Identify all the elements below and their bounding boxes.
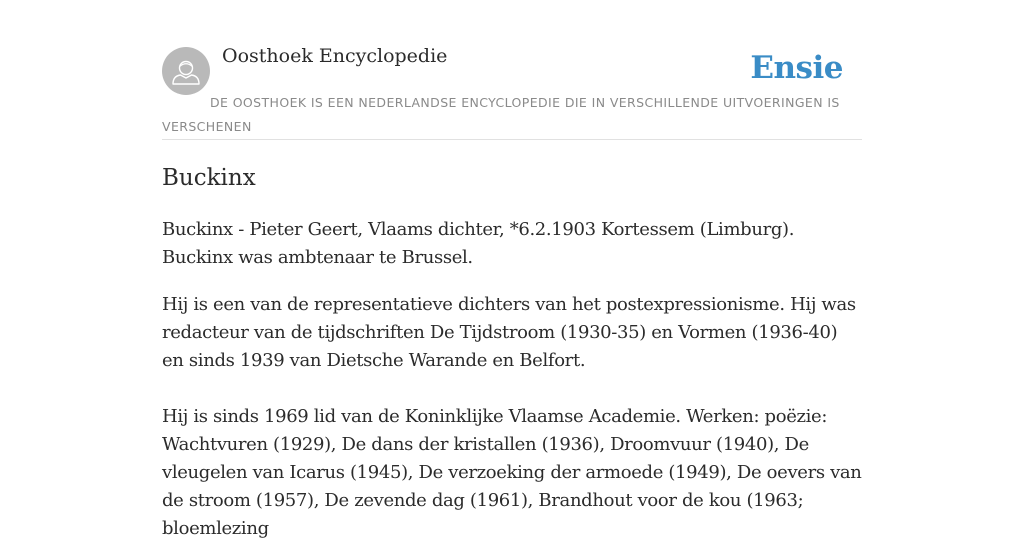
article-paragraph-2: Hij is een van de representatieve dichters van het postexpressionisme. Hij was redacteur van de tijdschriften De Tijdstroom (1930-35) en Vormen (1936-40) en sinds 1939 van Dietsche Warande en Belfort. xyxy=(162,294,856,371)
article xyxy=(162,162,864,543)
author-avatar[interactable] xyxy=(162,47,210,95)
article-title: Buckinx xyxy=(162,165,256,191)
user-silhouette-icon xyxy=(162,47,210,95)
site-name[interactable]: Oosthoek Encyclopedie xyxy=(222,45,448,67)
site-description: DE OOSTHOEK IS EEN NEDERLANDSE ENCYCLOPEDIE DIE IN VERSCHILLENDE UITVOERINGEN IS VERSCHENEN xyxy=(162,95,840,134)
site-header xyxy=(162,44,862,140)
article-paragraph-1: Buckinx - Pieter Geert, Vlaams dichter, *6.2.1903 Kortessem (Limburg). Buckinx was ambtenaar te Brussel. xyxy=(162,219,795,268)
article-paragraph-3: Hij is sinds 1969 lid van de Koninklijke Vlaamse Academie. Werken: poëzie: Wachtvuren (1929), De dans der kristallen (1936), Droomvuur (1940), De vleugelen van Icarus (1945), De verzoeking der armoede (1949), De oevers van de stroom (1957), De zevende dag (1961), Brandhout voor de kou (1963; bloemlezing xyxy=(162,406,862,539)
brand-logo[interactable]: Ensie xyxy=(750,50,843,86)
